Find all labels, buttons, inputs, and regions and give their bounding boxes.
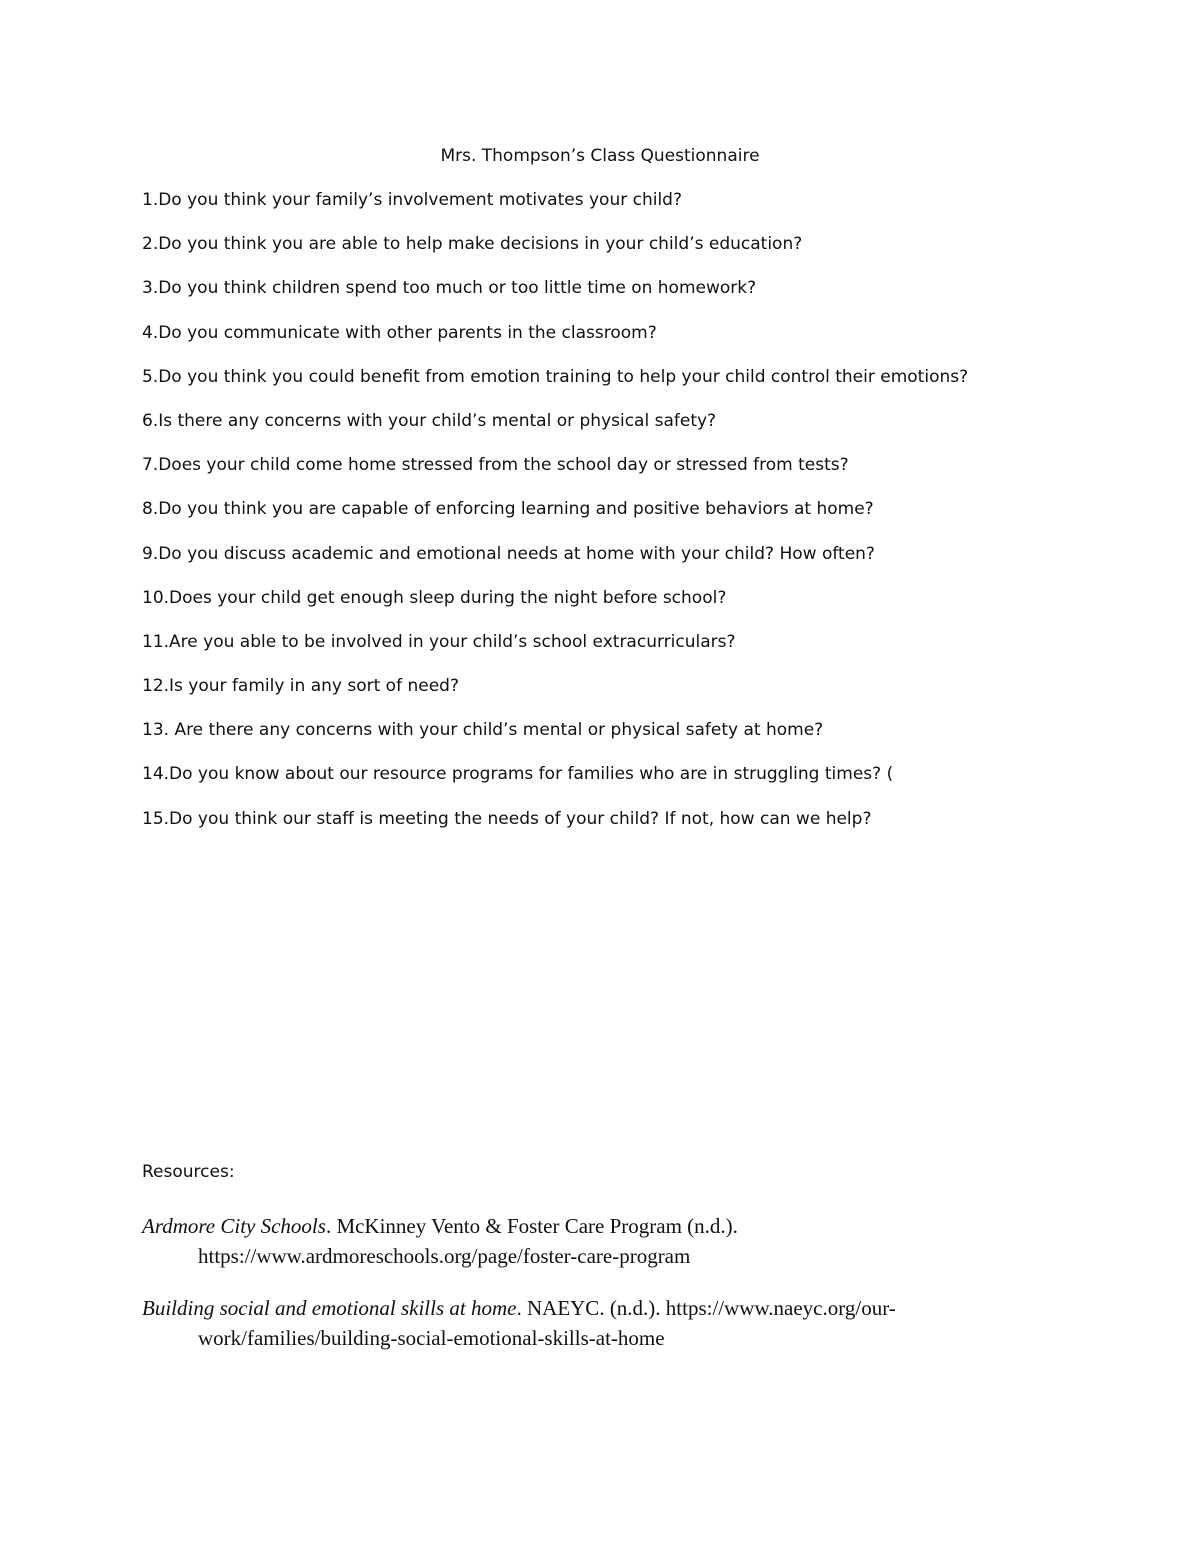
question-item: 10.Does your child get enough sleep during the night before school?: [142, 587, 727, 608]
question-item: 3.Do you think children spend too much or too little time on homework?: [142, 278, 757, 299]
question-item: 13. Are there any concerns with your child’s mental or physical safety at home?: [142, 720, 824, 741]
resources-heading: Resources:: [142, 1162, 235, 1182]
question-item: 8.Do you think you are capable of enforcing learning and positive behaviors at home?: [142, 499, 874, 520]
question-item: 5.Do you think you could benefit from emotion training to help your child control their emotions?: [142, 366, 969, 387]
question-item: 9.Do you discuss academic and emotional needs at home with your child? How often?: [142, 543, 875, 564]
question-item: 11.Are you able to be involved in your child’s school extracurriculars?: [142, 631, 736, 652]
question-item: 1.Do you think your family’s involvement motivates your child?: [142, 190, 682, 210]
reference-entry: [142, 1293, 1058, 1353]
reference-details: . McKinney Vento & Foster Care Program (n.d.).: [325, 1214, 738, 1238]
question-item: 2.Do you think you are able to help make decisions in your child’s education?: [142, 234, 803, 255]
question-item: 12.Is your family in any sort of need?: [142, 676, 459, 697]
question-list: [142, 187, 1142, 850]
question-item: 7.Does your child come home stressed from the school day or stressed from tests?: [142, 455, 849, 476]
page-title: Mrs. Thompson’s Class Questionnaire: [440, 146, 760, 166]
reference-entry: [142, 1211, 1058, 1271]
question-item: 6.Is there any concerns with your child’s mental or physical safety?: [142, 410, 717, 431]
reference-source: Ardmore City Schools: [142, 1214, 326, 1238]
question-item: 14.Do you know about our resource programs for families who are in struggling times? (: [142, 764, 894, 785]
reference-source: Building social and emotional skills at home: [142, 1296, 517, 1320]
reference-url-continued[interactable]: work/families/building-social-emotional-skills-at-home: [198, 1326, 665, 1350]
reference-url[interactable]: https://www.ardmoreschools.org/page/foster-care-program: [198, 1244, 691, 1268]
question-item: 15.Do you think our staff is meeting the needs of your child? If not, how can we help?: [142, 808, 872, 829]
question-item: 4.Do you communicate with other parents in the classroom?: [142, 322, 657, 343]
reference-details: . NAEYC. (n.d.). https://www.naeyc.org/our-: [516, 1296, 896, 1320]
